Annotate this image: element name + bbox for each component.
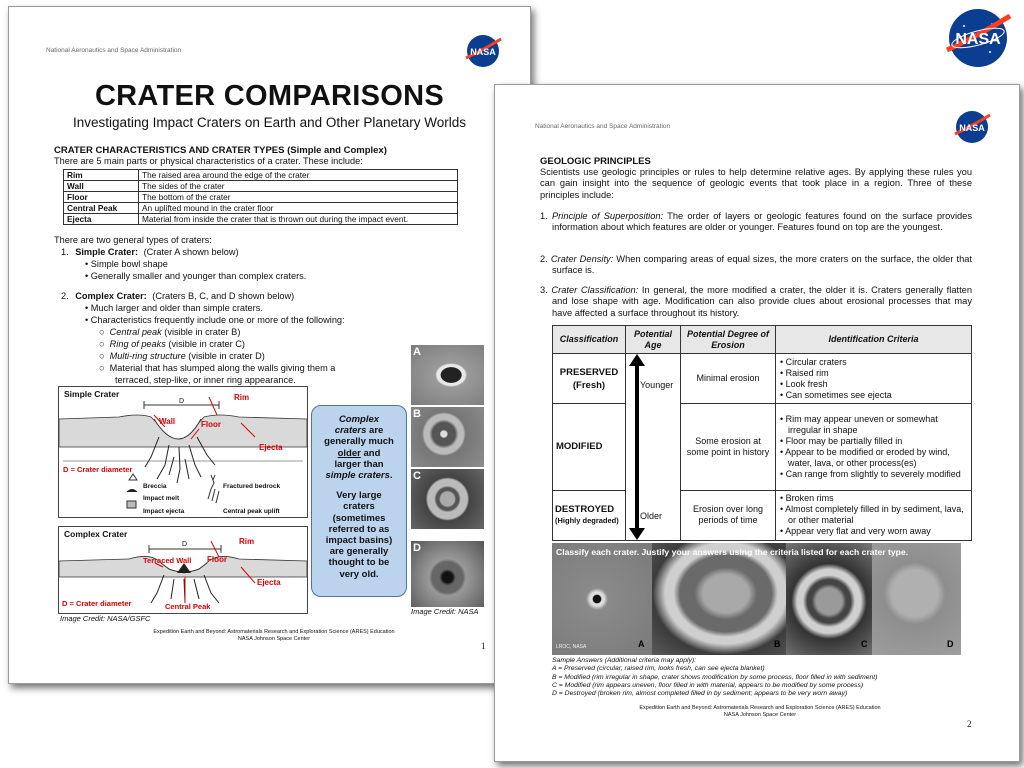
document-page-2 — [494, 84, 1020, 762]
principle-item — [540, 254, 972, 277]
photo-label: C — [413, 470, 421, 482]
principle-item — [540, 211, 972, 234]
svg-text:NASA: NASA — [959, 123, 985, 133]
criteria-item: • Raised rim — [780, 368, 968, 379]
bullet-text: (visible in crater B) — [161, 327, 241, 337]
list-item: ○ Central peak (visible in crater B) — [99, 327, 241, 337]
footer-line: NASA Johnson Space Center — [723, 712, 797, 718]
list-number: 2. — [540, 254, 548, 264]
callout-text: are generally — [329, 546, 389, 558]
erosion-cell: Erosion over long periods of time — [681, 490, 776, 540]
svg-text:NASA: NASA — [470, 47, 496, 57]
callout-text: very old. — [339, 568, 379, 580]
callout-text: older — [337, 447, 361, 459]
principle-name: Principle of Superposition: — [551, 211, 664, 221]
term: Ring of peaks — [109, 339, 166, 349]
legend-central-peak-uplift: Central peak uplift — [223, 508, 280, 515]
criteria-item: • Circular craters — [780, 357, 968, 368]
crater-photo-a — [411, 345, 484, 405]
principle-text: The order of layers or geologic features found on the surface provides information about which features are older or younger. Features found on top are the youngest. — [552, 211, 972, 233]
callout-text: craters — [343, 501, 375, 513]
callout-bubble: Complex craters are generally much older and larger than simple craters. Very large craters (sometimes referred to as impact basins) are generally thought to be very old. — [311, 405, 407, 597]
simple-crater-title: Simple Crater: — [75, 247, 139, 257]
erosion-cell: Minimal erosion — [681, 354, 776, 404]
age-arrow-cell — [626, 354, 681, 541]
criteria-cell — [776, 490, 972, 540]
term: Central peak — [109, 327, 162, 337]
table-row — [64, 192, 458, 203]
terraced-wall-label: Terraced Wall — [143, 556, 192, 565]
principle-name: Crater Density: — [550, 254, 614, 264]
crater-classification-table — [552, 325, 972, 541]
diameter-label: D — [179, 398, 185, 405]
list-item: • Characteristics frequently include one or more of the following: — [85, 315, 345, 325]
callout-text: impact basins) — [325, 535, 393, 547]
diameter-definition: D = Crater diameter — [62, 599, 132, 608]
callout-text: thought to be — [328, 557, 390, 569]
bullet-text: (visible in crater C) — [165, 339, 245, 349]
criteria-item: • Rim may appear uneven or somewhat irregular in shape — [780, 414, 968, 436]
term: Rim — [64, 170, 139, 181]
classification-cell: MODIFIED — [553, 404, 626, 490]
complex-crater-item — [61, 291, 294, 301]
document-page-1 — [8, 6, 531, 684]
legend-fractured-bedrock: Fractured bedrock — [223, 483, 281, 490]
column-header: Potential Age — [626, 326, 681, 354]
column-header: Potential Degree of Erosion — [681, 326, 776, 354]
list-number: 1. — [61, 247, 69, 257]
table-row — [553, 404, 972, 490]
photo-label: A — [413, 346, 421, 358]
simple-crater-item — [61, 247, 239, 257]
term: Wall — [64, 181, 139, 192]
agency-name: National Aeronautics and Space Administration — [535, 123, 671, 130]
page-number: 2 — [967, 719, 972, 729]
crater-photo-b — [652, 543, 786, 655]
table-row — [64, 214, 458, 225]
erosion-cell: Some erosion at some point in history — [681, 404, 776, 490]
definition: Material from inside the crater that is thrown out during the impact event. — [139, 214, 458, 225]
crater-photo-d — [411, 541, 484, 607]
bullet-text: Characteristics frequently include one or more of the following: — [90, 315, 345, 325]
page-subtitle: Investigating Impact Craters on Earth and Other Planetary Worlds — [73, 115, 466, 130]
callout-text: referred to as — [328, 523, 390, 535]
answer-line: D = Destroyed (broken rim, almost completed filled in by sediment; appears to be very worn away) — [552, 690, 848, 698]
footer-line: NASA Johnson Space Center — [237, 636, 311, 642]
page-footer — [595, 705, 925, 719]
criteria-item: • Look fresh — [780, 379, 968, 390]
ejecta-label: Ejecta — [257, 578, 281, 587]
list-item: ○ Multi-ring structure (visible in crater D) — [99, 351, 265, 361]
answer-line: C = Modified (rim appears uneven, floor filled in with material, appears to be modified by some process) — [552, 681, 864, 689]
criteria-item: • Almost completely filled in by sediment, lava, or other material — [780, 504, 968, 526]
crater-photo-c — [786, 543, 872, 655]
photo-credit: LROC, NASA — [556, 644, 587, 650]
principle-name: Crater Classification: — [551, 285, 639, 295]
rim-label: Rim — [239, 537, 255, 546]
diameter-definition: D = Crater diameter — [63, 465, 133, 474]
svg-text:NASA: NASA — [955, 31, 1001, 48]
table-row — [64, 181, 458, 192]
classification-name: PRESERVED — [559, 366, 619, 378]
photo-strip-caption: Classify each crater. Justify your answers using the criteria listed for each crater type. — [556, 547, 909, 557]
criteria-cell — [776, 404, 972, 490]
nasa-logo-icon — [952, 109, 992, 150]
photo-label: C — [861, 639, 868, 649]
complex-crater-title: Complex Crater: — [75, 291, 147, 301]
classification-name: DESTROYED — [555, 504, 615, 516]
crater-photo-strip — [552, 543, 961, 655]
answer-line: A = Preserved (circular, raised rim, looks fresh, can see ejecta blanket) — [552, 665, 765, 673]
rim-label: Rim — [234, 393, 250, 402]
intro-paragraph: Scientists use geologic principles or rules to help determine relative ages. By applying these rules you can gain insight into the sequence of geologic events that took place in a region. Three of these principles include: — [540, 167, 972, 200]
principle-item — [540, 285, 972, 319]
agency-name: National Aeronautics and Space Administration — [46, 47, 182, 54]
bullet-text: Simple bowl shape — [90, 259, 168, 269]
list-item: • Generally smaller and younger than complex craters. — [85, 271, 307, 281]
criteria-cell — [776, 354, 972, 404]
list-item: • Simple bowl shape — [85, 259, 168, 269]
photo-label: A — [638, 639, 645, 649]
criteria-item: • Can sometimes see ejecta — [780, 390, 968, 401]
photo-label: D — [413, 542, 421, 554]
term: Central Peak — [64, 203, 139, 214]
classification-subname: (Fresh) — [572, 379, 606, 391]
legend-impact-melt: Impact melt — [143, 495, 180, 502]
complex-crater-note: (Craters B, C, and D shown below) — [152, 291, 295, 301]
definition: The sides of the crater — [139, 181, 458, 192]
section-heading: CRATER CHARACTERISTICS AND CRATER TYPES (Simple and Complex) — [54, 145, 387, 156]
age-older-label: Older — [640, 511, 663, 521]
page-title: CRATER COMPARISONS — [94, 80, 445, 112]
classification-subname: (Highly degraded) — [555, 516, 619, 526]
criteria-item: • Appear very flat and very worn away — [780, 526, 968, 537]
simple-crater-note: (Crater A shown below) — [143, 247, 239, 257]
list-number: 2. — [61, 291, 69, 301]
crater-parts-table — [63, 169, 458, 225]
callout-text: are — [369, 425, 384, 437]
list-item-continued: terraced, step-like, or inner ring appearance. — [115, 375, 296, 385]
age-younger-label: Younger — [640, 380, 674, 390]
table-header-row — [553, 326, 972, 354]
table-row — [553, 490, 972, 540]
photo-label: D — [947, 639, 954, 649]
callout-text: Very large — [336, 490, 382, 502]
bullet-text: (visible in crater D) — [185, 351, 265, 361]
callout-text: (sometimes — [332, 512, 386, 524]
nasa-logo-icon — [463, 33, 503, 74]
ejecta-label: Ejecta — [259, 443, 283, 452]
types-intro: There are two general types of craters: — [54, 235, 212, 245]
floor-label: Floor — [207, 555, 227, 564]
principle-text: In general, the more modified a crater, the older it is. Craters generally flatten and lose shape with age. Modification can also provide clues about erosional processes that may have affected a surface throughout its history. — [552, 285, 973, 318]
floor-label: Floor — [201, 420, 221, 429]
table-row — [64, 203, 458, 214]
complex-crater-diagram — [58, 526, 308, 614]
definition: The raised area around the edge of the crater — [139, 170, 458, 181]
image-credit: Image Credit: NASA — [411, 607, 479, 616]
page-number: 1 — [481, 641, 486, 651]
crater-photo-c — [411, 469, 484, 529]
classification-cell — [553, 354, 626, 404]
list-number: 1. — [540, 211, 548, 221]
page-footer — [109, 629, 439, 643]
criteria-item: • Floor may be partially filled in — [780, 436, 968, 447]
legend-breccia: Breccia — [143, 483, 167, 490]
table-row — [64, 170, 458, 181]
crater-photo-a — [552, 543, 652, 655]
callout-text: Complex — [338, 414, 380, 425]
legend-impact-ejecta: Impact ejecta — [143, 508, 185, 515]
nasa-logo-icon — [942, 6, 1014, 75]
crater-photo-b — [411, 407, 484, 467]
diameter-label: D — [182, 541, 188, 548]
callout-text: and — [360, 447, 381, 459]
definition: An uplifted mound in the crater floor — [139, 203, 458, 214]
column-header: Identification Criteria — [776, 326, 972, 354]
table-row — [553, 354, 972, 404]
sample-answers — [552, 657, 972, 698]
photo-label: B — [413, 408, 421, 420]
footer-line: Expedition Earth and Beyond: Astromaterials Research and Exploration Science (ARES) Education — [153, 629, 395, 635]
criteria-item: • Can range from slightly to severely modified — [780, 469, 968, 480]
criteria-item: • Broken rims — [780, 493, 968, 504]
criteria-item: • Appear to be modified or eroded by wind, water, lava, or other process(es) — [780, 447, 968, 469]
list-item: • Much larger and older than simple craters. — [85, 303, 263, 313]
callout-text: simple craters — [325, 470, 390, 482]
callout-text: larger than — [334, 458, 384, 470]
callout-text: generally much — [324, 436, 394, 448]
wall-label: Wall — [159, 417, 176, 426]
central-peak-label: Central Peak — [165, 602, 211, 611]
intro-text: There are 5 main parts or physical characteristics of a crater. These include: — [54, 156, 363, 166]
answer-line: B = Modified (rim irregular in shape, crater shows modification by some process, floor filled in with sediment) — [552, 673, 878, 681]
column-header: Classification — [553, 326, 626, 354]
footer-line: Expedition Earth and Beyond: Astromaterials Research and Exploration Science (ARES) Education — [639, 705, 881, 711]
classification-cell — [553, 490, 626, 540]
section-heading: GEOLOGIC PRINCIPLES — [540, 156, 651, 167]
list-number: 3. — [540, 285, 548, 295]
bullet-text: Much larger and older than simple craters. — [90, 303, 263, 313]
simple-crater-diagram — [58, 386, 308, 518]
principle-text: When comparing areas of equal sizes, the more craters on the surface, the older that surface is. — [552, 254, 972, 276]
bullet-text: Material that has slumped along the walls giving them a — [109, 363, 336, 373]
term: Multi-ring structure — [109, 351, 186, 361]
list-item: ○ Material that has slumped along the walls giving them a — [99, 363, 336, 373]
answers-title: Sample Answers (Additional criteria may apply): — [552, 657, 697, 664]
term: Ejecta — [64, 214, 139, 225]
term: Floor — [64, 192, 139, 203]
image-credit: Image Credit: NASA/GSFC — [60, 614, 151, 623]
bullet-text: Generally smaller and younger than complex craters. — [90, 271, 307, 281]
diagram-title: Complex Crater — [64, 529, 128, 539]
diagram-title: Simple Crater — [64, 389, 120, 399]
photo-label: B — [774, 639, 781, 649]
callout-text: craters — [334, 425, 367, 437]
list-item: ○ Ring of peaks (visible in crater C) — [99, 339, 245, 349]
definition: The bottom of the crater — [139, 192, 458, 203]
